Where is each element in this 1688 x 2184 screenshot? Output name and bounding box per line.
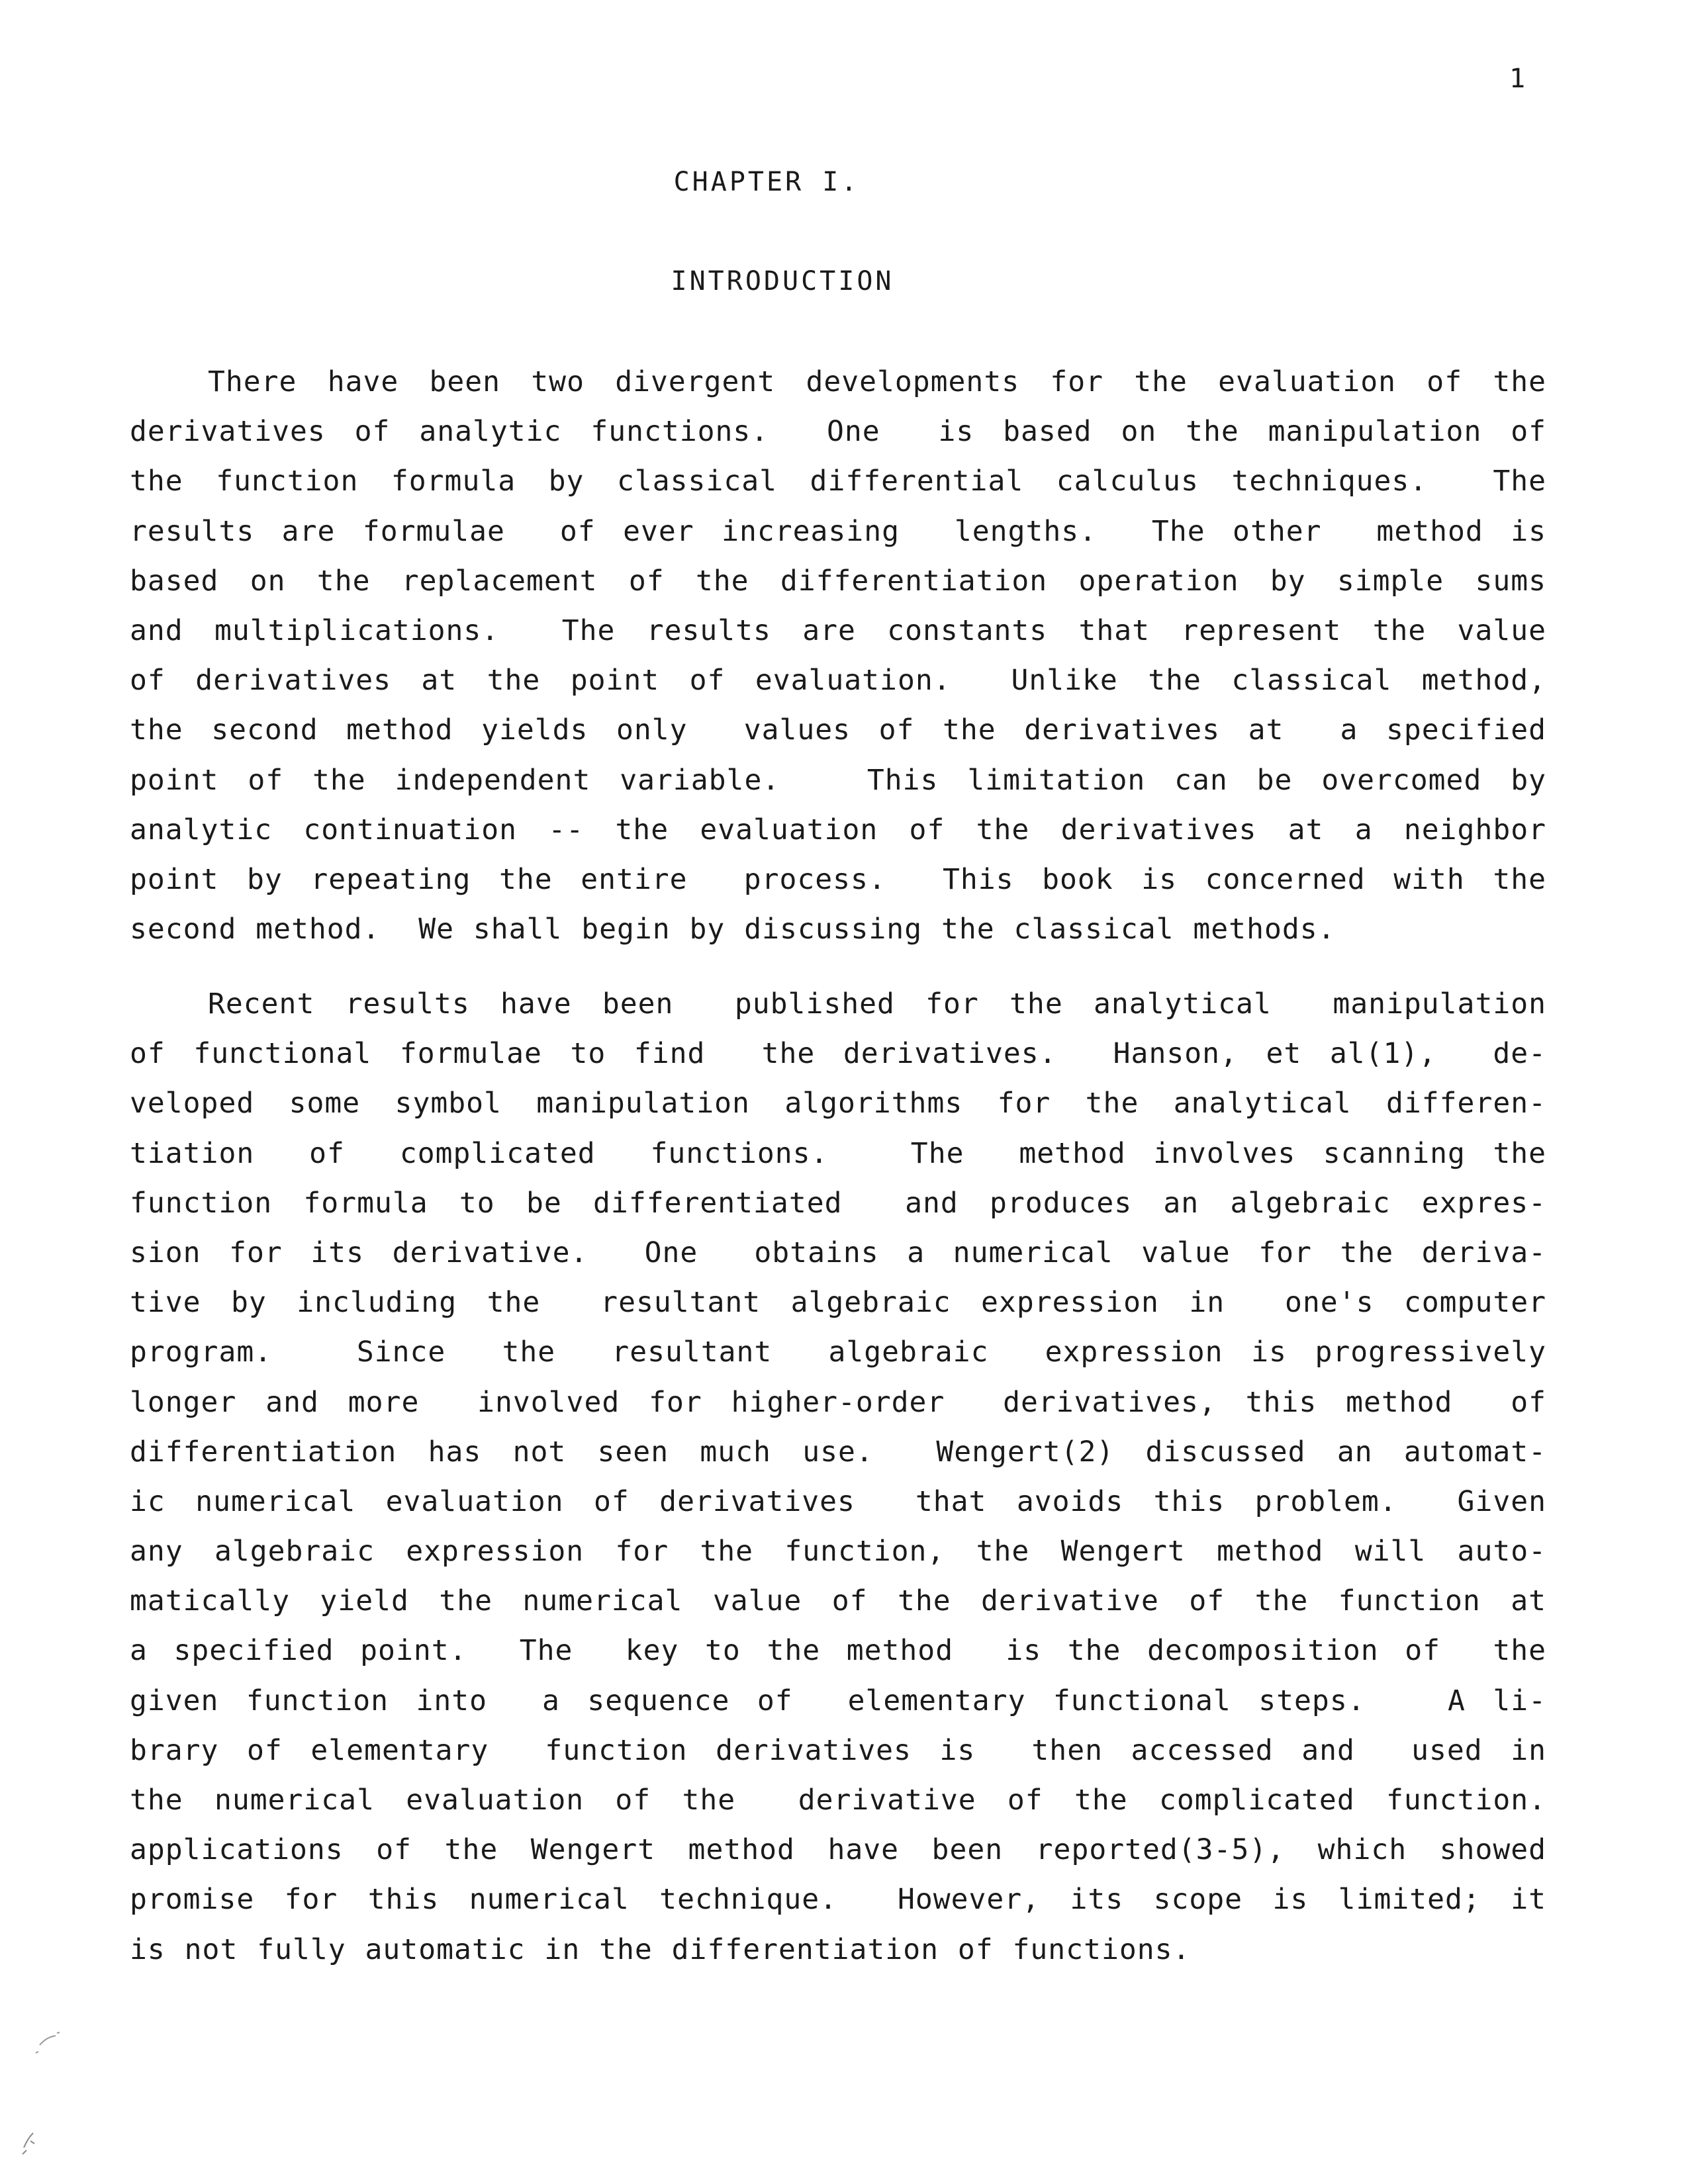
text-line: the numerical evaluation of the derivative of the complicated function. xyxy=(130,1784,1546,1817)
text-line: matically yield the numerical value of the derivative of the function at xyxy=(130,1584,1546,1618)
text-line: promise for this numerical technique. However, its scope is limited; it xyxy=(130,1883,1546,1917)
text-line: is not fully automatic in the differentiation of functions. xyxy=(130,1933,1191,1966)
paragraph-2 xyxy=(130,979,1546,1975)
text-line: point by repeating the entire process. This book is concerned with the xyxy=(130,862,1546,896)
text-line: the function formula by classical differential calculus techniques. The xyxy=(130,465,1546,498)
text-line: applications of the Wengert method have been reported(3-5), which showed xyxy=(130,1833,1546,1867)
text-line: differentiation has not seen much use. Wengert(2) discussed an automat- xyxy=(130,1435,1546,1469)
text-line: any algebraic expression for the function, the Wengert method will auto- xyxy=(130,1535,1546,1569)
text-line: There have been two divergent developments for the evaluation of the xyxy=(208,365,1546,398)
text-line: ic numerical evaluation of derivatives that avoids this problem. Given xyxy=(130,1484,1546,1518)
text-line: second method. We shall begin by discussing the classical methods. xyxy=(130,913,1336,946)
text-line: based on the replacement of the differentiation operation by simple sums xyxy=(130,564,1546,598)
page-number: 1 xyxy=(1509,64,1527,94)
text-line: and multiplications. The results are constants that represent the value xyxy=(130,614,1546,647)
text-line: tiation of complicated functions. The method involves scanning the xyxy=(130,1136,1546,1170)
text-line: the second method yields only values of the derivatives at a specified xyxy=(130,713,1546,747)
text-line: analytic continuation -- the evaluation of the derivatives at a neighbor xyxy=(130,813,1546,846)
text-line: results are formulae of ever increasing lengths. The other method is xyxy=(130,514,1546,548)
text-line: longer and more involved for higher-order derivatives, this method of xyxy=(130,1385,1546,1419)
text-line: given function into a sequence of elementary functional steps. A li- xyxy=(130,1684,1546,1717)
text-line: of derivatives at the point of evaluation. Unlike the classical method, xyxy=(130,664,1546,698)
text-line: brary of elementary function derivatives is then accessed and used in xyxy=(130,1733,1546,1767)
scan-speck xyxy=(26,2019,73,2065)
text-line: function formula to be differentiated and produces an algebraic expres- xyxy=(130,1186,1546,1220)
text-line: veloped some symbol manipulation algorithms for the analytical differen- xyxy=(130,1087,1546,1120)
text-line: of functional formulae to find the derivatives. Hanson, et al(1), de- xyxy=(130,1037,1546,1071)
text-line: program. Since the resultant algebraic expression is progressively xyxy=(130,1336,1546,1369)
chapter-title: INTRODUCTION xyxy=(671,266,894,296)
text-line: point of the independent variable. This limitation can be overcomed by xyxy=(130,763,1546,797)
scan-speck xyxy=(11,2115,57,2161)
text-line: sion for its derivative. One obtains a numerical value for the deriva- xyxy=(130,1236,1546,1269)
paragraph-1 xyxy=(130,357,1546,954)
text-line: Recent results have been published for the analytical manipulation xyxy=(208,987,1546,1021)
text-line: derivatives of analytic functions. One is based on the manipulation of xyxy=(130,415,1546,449)
text-line: tive by including the resultant algebraic expression in one's computer xyxy=(130,1286,1546,1320)
chapter-label: CHAPTER I. xyxy=(673,167,860,197)
text-line: a specified point. The key to the method is the decomposition of the xyxy=(130,1634,1546,1668)
